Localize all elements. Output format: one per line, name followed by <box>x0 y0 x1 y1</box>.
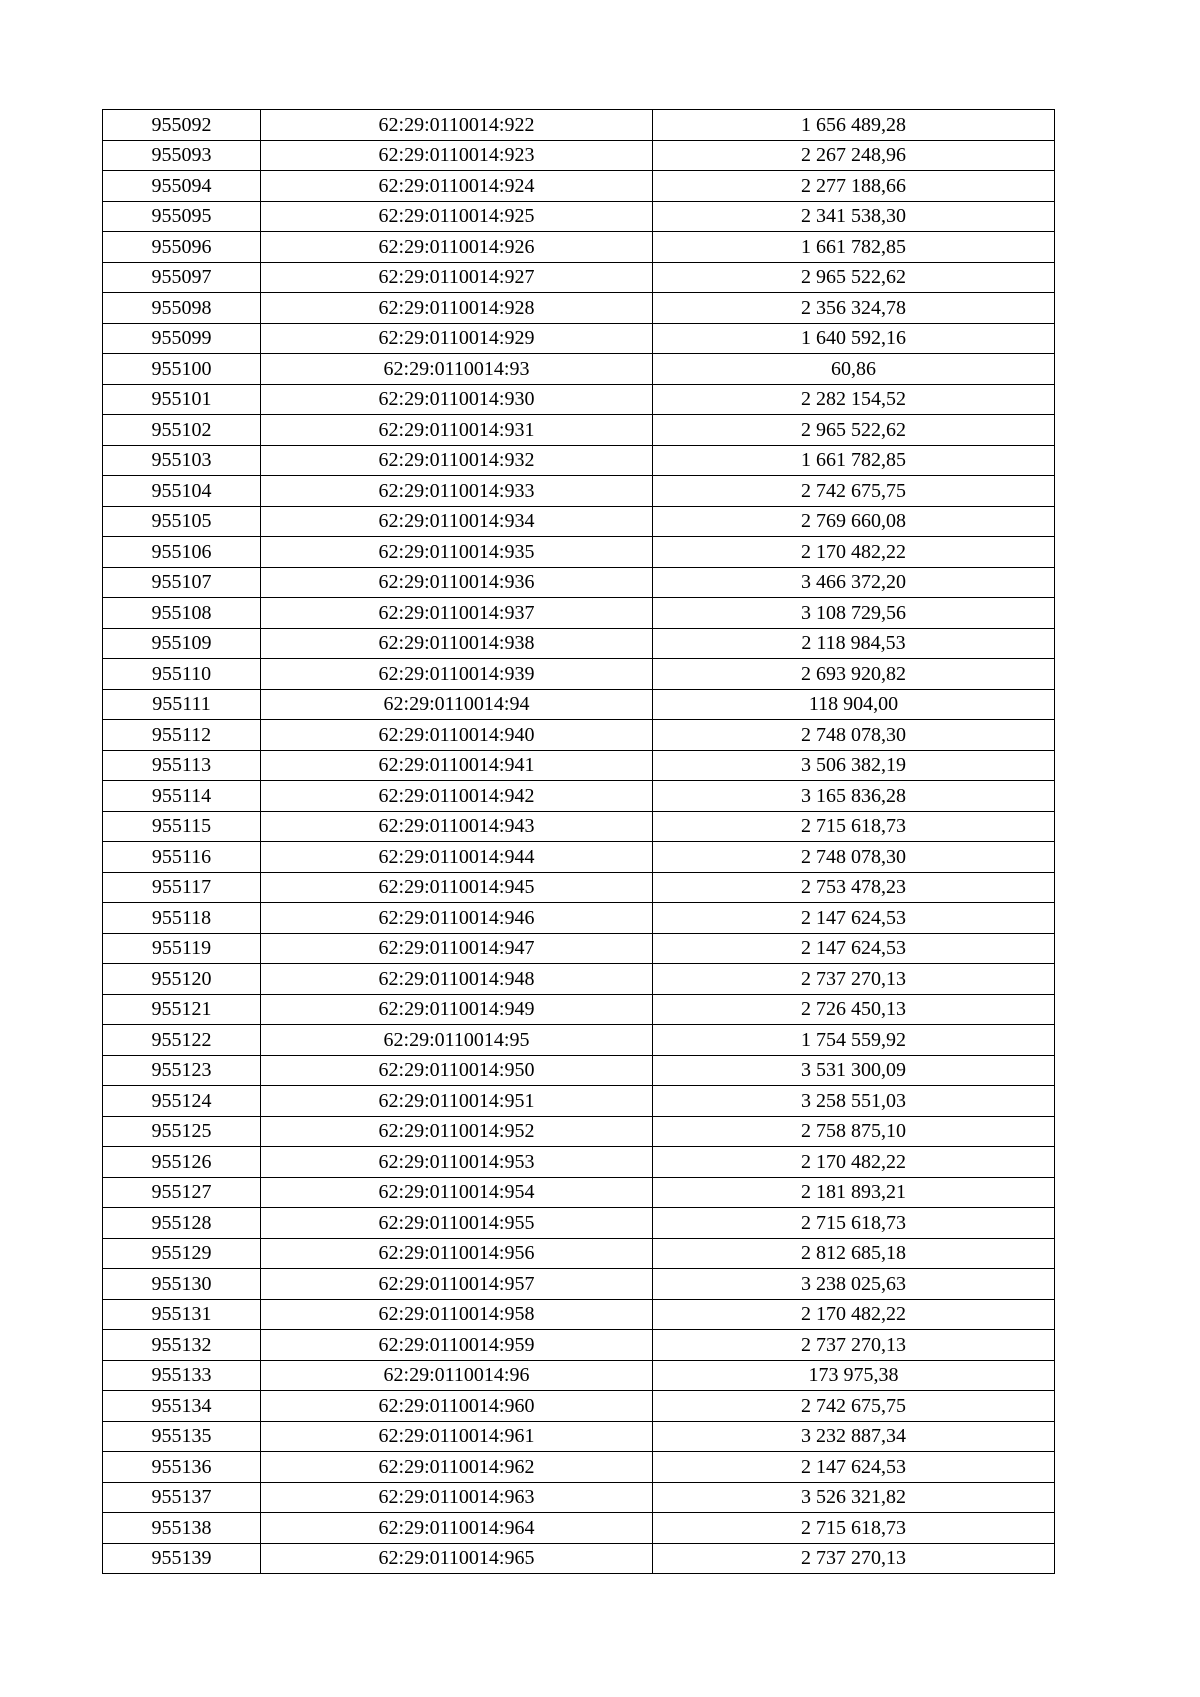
table-row <box>103 110 1055 141</box>
cell-id: 955102 <box>103 415 261 446</box>
cell-value: 2 753 478,23 <box>653 872 1055 903</box>
cell-value: 2 965 522,62 <box>653 262 1055 293</box>
cell-cadastral-number: 62:29:0110014:933 <box>261 476 653 507</box>
table-row <box>103 1116 1055 1147</box>
cell-id: 955131 <box>103 1299 261 1330</box>
cell-value: 3 506 382,19 <box>653 750 1055 781</box>
cell-value: 2 693 920,82 <box>653 659 1055 690</box>
cell-value: 3 165 836,28 <box>653 781 1055 812</box>
cell-value: 2 748 078,30 <box>653 720 1055 751</box>
cell-cadastral-number: 62:29:0110014:943 <box>261 811 653 842</box>
cell-cadastral-number: 62:29:0110014:939 <box>261 659 653 690</box>
cell-cadastral-number: 62:29:0110014:963 <box>261 1482 653 1513</box>
cell-value: 2 715 618,73 <box>653 811 1055 842</box>
cell-id: 955125 <box>103 1116 261 1147</box>
table-row <box>103 1482 1055 1513</box>
cell-value: 2 965 522,62 <box>653 415 1055 446</box>
cell-value: 3 466 372,20 <box>653 567 1055 598</box>
cell-id: 955129 <box>103 1238 261 1269</box>
table-row <box>103 140 1055 171</box>
cell-cadastral-number: 62:29:0110014:94 <box>261 689 653 720</box>
cell-cadastral-number: 62:29:0110014:942 <box>261 781 653 812</box>
table-row <box>103 506 1055 537</box>
cell-cadastral-number: 62:29:0110014:93 <box>261 354 653 385</box>
table-row <box>103 903 1055 934</box>
cell-id: 955097 <box>103 262 261 293</box>
cell-id: 955106 <box>103 537 261 568</box>
cell-cadastral-number: 62:29:0110014:962 <box>261 1452 653 1483</box>
cell-id: 955138 <box>103 1513 261 1544</box>
table-row <box>103 781 1055 812</box>
cell-id: 955139 <box>103 1543 261 1574</box>
cell-id: 955103 <box>103 445 261 476</box>
cell-cadastral-number: 62:29:0110014:964 <box>261 1513 653 1544</box>
cell-cadastral-number: 62:29:0110014:954 <box>261 1177 653 1208</box>
cell-id: 955117 <box>103 872 261 903</box>
cell-id: 955093 <box>103 140 261 171</box>
cell-id: 955120 <box>103 964 261 995</box>
cell-cadastral-number: 62:29:0110014:961 <box>261 1421 653 1452</box>
cell-value: 2 742 675,75 <box>653 1391 1055 1422</box>
table-row <box>103 171 1055 202</box>
cell-cadastral-number: 62:29:0110014:956 <box>261 1238 653 1269</box>
cell-value: 3 526 321,82 <box>653 1482 1055 1513</box>
cell-cadastral-number: 62:29:0110014:929 <box>261 323 653 354</box>
table-row <box>103 1269 1055 1300</box>
cell-value: 2 118 984,53 <box>653 628 1055 659</box>
cell-value: 3 531 300,09 <box>653 1055 1055 1086</box>
cell-id: 955122 <box>103 1025 261 1056</box>
table-row <box>103 1360 1055 1391</box>
cell-cadastral-number: 62:29:0110014:941 <box>261 750 653 781</box>
cell-value: 3 108 729,56 <box>653 598 1055 629</box>
cell-value: 1 754 559,92 <box>653 1025 1055 1056</box>
table-row <box>103 445 1055 476</box>
table-row <box>103 1147 1055 1178</box>
cell-id: 955096 <box>103 232 261 263</box>
cell-cadastral-number: 62:29:0110014:927 <box>261 262 653 293</box>
table-row <box>103 1025 1055 1056</box>
cell-value: 2 341 538,30 <box>653 201 1055 232</box>
cell-cadastral-number: 62:29:0110014:949 <box>261 994 653 1025</box>
table-row <box>103 994 1055 1025</box>
table-row <box>103 1238 1055 1269</box>
cell-id: 955128 <box>103 1208 261 1239</box>
cell-id: 955092 <box>103 110 261 141</box>
cell-value: 2 737 270,13 <box>653 1543 1055 1574</box>
cell-value: 2 147 624,53 <box>653 933 1055 964</box>
cell-id: 955135 <box>103 1421 261 1452</box>
cell-value: 60,86 <box>653 354 1055 385</box>
cell-cadastral-number: 62:29:0110014:945 <box>261 872 653 903</box>
cell-value: 2 742 675,75 <box>653 476 1055 507</box>
cell-cadastral-number: 62:29:0110014:955 <box>261 1208 653 1239</box>
table-row <box>103 567 1055 598</box>
table-row <box>103 750 1055 781</box>
cell-cadastral-number: 62:29:0110014:935 <box>261 537 653 568</box>
cell-cadastral-number: 62:29:0110014:940 <box>261 720 653 751</box>
table-row <box>103 232 1055 263</box>
cell-value: 2 715 618,73 <box>653 1208 1055 1239</box>
cell-value: 2 267 248,96 <box>653 140 1055 171</box>
cell-id: 955123 <box>103 1055 261 1086</box>
cell-value: 2 170 482,22 <box>653 537 1055 568</box>
cell-id: 955124 <box>103 1086 261 1117</box>
cell-value: 2 181 893,21 <box>653 1177 1055 1208</box>
table-row <box>103 1177 1055 1208</box>
table-row <box>103 415 1055 446</box>
cell-id: 955127 <box>103 1177 261 1208</box>
cell-cadastral-number: 62:29:0110014:936 <box>261 567 653 598</box>
table-row <box>103 1299 1055 1330</box>
cell-id: 955101 <box>103 384 261 415</box>
cell-id: 955113 <box>103 750 261 781</box>
table-row <box>103 842 1055 873</box>
cell-cadastral-number: 62:29:0110014:923 <box>261 140 653 171</box>
table-row <box>103 1086 1055 1117</box>
cell-id: 955112 <box>103 720 261 751</box>
cell-id: 955137 <box>103 1482 261 1513</box>
cell-value: 2 170 482,22 <box>653 1299 1055 1330</box>
cell-cadastral-number: 62:29:0110014:952 <box>261 1116 653 1147</box>
cell-id: 955114 <box>103 781 261 812</box>
table-row <box>103 537 1055 568</box>
cell-id: 955104 <box>103 476 261 507</box>
table-row <box>103 1391 1055 1422</box>
cell-value: 2 737 270,13 <box>653 964 1055 995</box>
table-row <box>103 628 1055 659</box>
cell-cadastral-number: 62:29:0110014:957 <box>261 1269 653 1300</box>
cell-value: 2 282 154,52 <box>653 384 1055 415</box>
cell-id: 955134 <box>103 1391 261 1422</box>
cell-cadastral-number: 62:29:0110014:931 <box>261 415 653 446</box>
cell-value: 3 238 025,63 <box>653 1269 1055 1300</box>
cell-id: 955133 <box>103 1360 261 1391</box>
cell-id: 955116 <box>103 842 261 873</box>
cell-value: 1 640 592,16 <box>653 323 1055 354</box>
table-row <box>103 720 1055 751</box>
cell-id: 955094 <box>103 171 261 202</box>
table-row <box>103 384 1055 415</box>
cell-value: 2 277 188,66 <box>653 171 1055 202</box>
cell-value: 2 715 618,73 <box>653 1513 1055 1544</box>
data-table <box>102 109 1055 1574</box>
table-row <box>103 476 1055 507</box>
table-row <box>103 1330 1055 1361</box>
cell-value: 2 748 078,30 <box>653 842 1055 873</box>
cell-id: 955107 <box>103 567 261 598</box>
cell-cadastral-number: 62:29:0110014:95 <box>261 1025 653 1056</box>
cell-id: 955115 <box>103 811 261 842</box>
table-row <box>103 1055 1055 1086</box>
cell-cadastral-number: 62:29:0110014:932 <box>261 445 653 476</box>
cell-cadastral-number: 62:29:0110014:937 <box>261 598 653 629</box>
cell-id: 955098 <box>103 293 261 324</box>
cell-id: 955126 <box>103 1147 261 1178</box>
cell-id: 955121 <box>103 994 261 1025</box>
cell-value: 2 170 482,22 <box>653 1147 1055 1178</box>
cell-value: 1 656 489,28 <box>653 110 1055 141</box>
table-row <box>103 1208 1055 1239</box>
cell-cadastral-number: 62:29:0110014:934 <box>261 506 653 537</box>
cell-cadastral-number: 62:29:0110014:922 <box>261 110 653 141</box>
cell-cadastral-number: 62:29:0110014:928 <box>261 293 653 324</box>
cell-id: 955110 <box>103 659 261 690</box>
cell-id: 955100 <box>103 354 261 385</box>
cell-id: 955108 <box>103 598 261 629</box>
cell-cadastral-number: 62:29:0110014:944 <box>261 842 653 873</box>
table-body <box>103 110 1055 1574</box>
cell-cadastral-number: 62:29:0110014:951 <box>261 1086 653 1117</box>
cell-id: 955119 <box>103 933 261 964</box>
cell-id: 955105 <box>103 506 261 537</box>
cell-cadastral-number: 62:29:0110014:948 <box>261 964 653 995</box>
cell-id: 955095 <box>103 201 261 232</box>
table-row <box>103 689 1055 720</box>
cell-value: 2 769 660,08 <box>653 506 1055 537</box>
cell-cadastral-number: 62:29:0110014:965 <box>261 1543 653 1574</box>
cell-value: 1 661 782,85 <box>653 232 1055 263</box>
cell-id: 955136 <box>103 1452 261 1483</box>
table-row <box>103 293 1055 324</box>
cell-cadastral-number: 62:29:0110014:960 <box>261 1391 653 1422</box>
cell-id: 955130 <box>103 1269 261 1300</box>
table-row <box>103 354 1055 385</box>
cell-cadastral-number: 62:29:0110014:947 <box>261 933 653 964</box>
cell-id: 955118 <box>103 903 261 934</box>
table-row <box>103 1452 1055 1483</box>
table-row <box>103 1513 1055 1544</box>
table-row <box>103 872 1055 903</box>
cell-value: 2 356 324,78 <box>653 293 1055 324</box>
table-row <box>103 933 1055 964</box>
table-row <box>103 201 1055 232</box>
table-row <box>103 323 1055 354</box>
cell-cadastral-number: 62:29:0110014:938 <box>261 628 653 659</box>
table-row <box>103 598 1055 629</box>
cell-value: 2 737 270,13 <box>653 1330 1055 1361</box>
table-row <box>103 1421 1055 1452</box>
cell-id: 955111 <box>103 689 261 720</box>
cell-value: 3 232 887,34 <box>653 1421 1055 1452</box>
cell-value: 2 726 450,13 <box>653 994 1055 1025</box>
cell-cadastral-number: 62:29:0110014:959 <box>261 1330 653 1361</box>
table-row <box>103 262 1055 293</box>
cell-id: 955109 <box>103 628 261 659</box>
cell-cadastral-number: 62:29:0110014:96 <box>261 1360 653 1391</box>
table-row <box>103 1543 1055 1574</box>
cell-value: 2 147 624,53 <box>653 903 1055 934</box>
cell-cadastral-number: 62:29:0110014:953 <box>261 1147 653 1178</box>
cell-value: 2 812 685,18 <box>653 1238 1055 1269</box>
table-row <box>103 964 1055 995</box>
cell-cadastral-number: 62:29:0110014:925 <box>261 201 653 232</box>
cell-cadastral-number: 62:29:0110014:950 <box>261 1055 653 1086</box>
cell-value: 3 258 551,03 <box>653 1086 1055 1117</box>
cell-value: 118 904,00 <box>653 689 1055 720</box>
cell-value: 173 975,38 <box>653 1360 1055 1391</box>
cell-id: 955099 <box>103 323 261 354</box>
table-row <box>103 811 1055 842</box>
table-row <box>103 659 1055 690</box>
cell-value: 1 661 782,85 <box>653 445 1055 476</box>
cell-cadastral-number: 62:29:0110014:926 <box>261 232 653 263</box>
cell-cadastral-number: 62:29:0110014:930 <box>261 384 653 415</box>
cell-cadastral-number: 62:29:0110014:946 <box>261 903 653 934</box>
cell-cadastral-number: 62:29:0110014:924 <box>261 171 653 202</box>
cell-cadastral-number: 62:29:0110014:958 <box>261 1299 653 1330</box>
cell-id: 955132 <box>103 1330 261 1361</box>
cell-value: 2 147 624,53 <box>653 1452 1055 1483</box>
cell-value: 2 758 875,10 <box>653 1116 1055 1147</box>
